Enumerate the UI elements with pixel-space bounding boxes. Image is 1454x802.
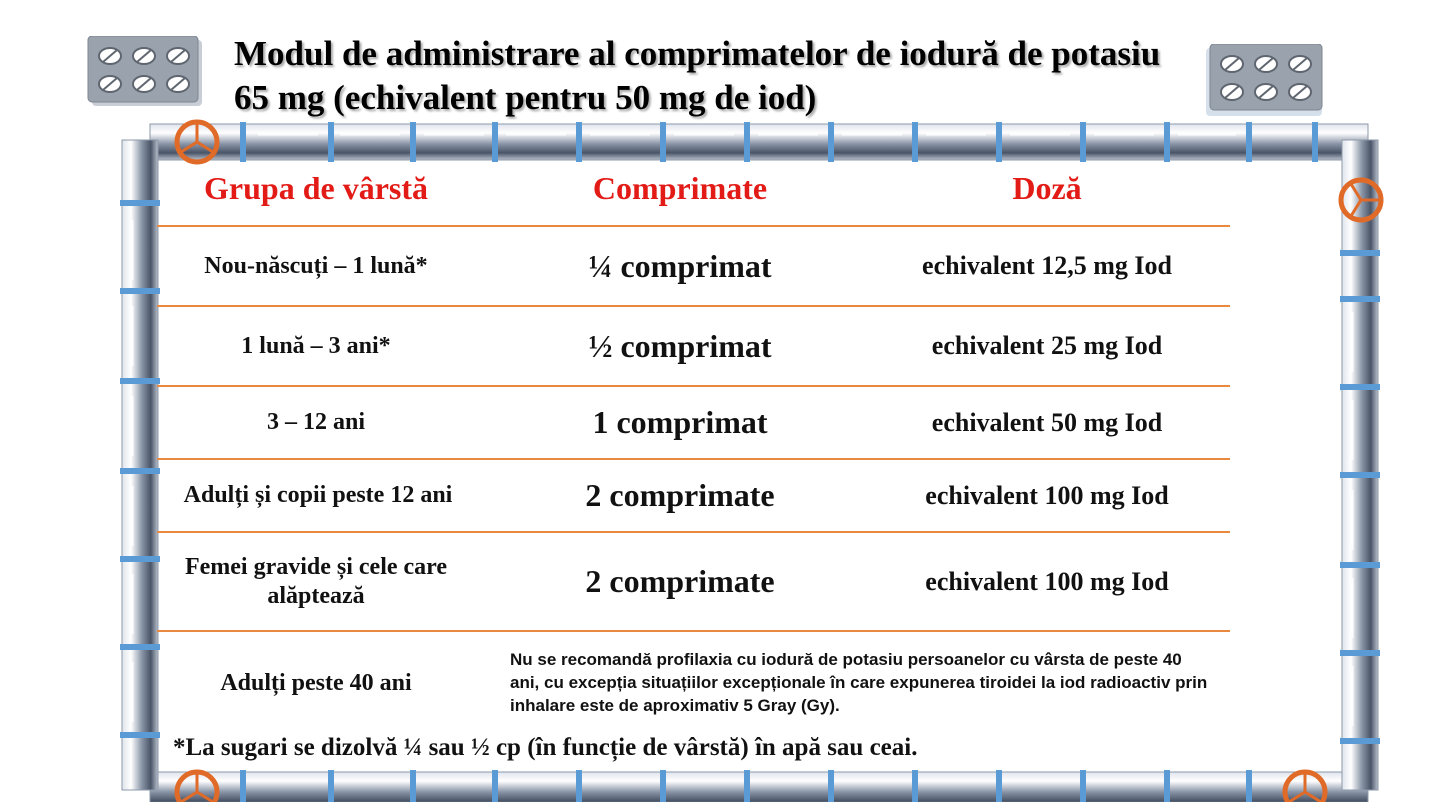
cell-tablets: ¼ comprimat <box>588 247 772 284</box>
cell-dose: echivalent 50 mg Iod <box>931 407 1163 437</box>
cell-age: 3 – 12 ani <box>266 409 365 436</box>
pill-blister-icon-left <box>86 36 206 108</box>
page-title: Modul de administrare al comprimatelor de iodură de potasiu 65 mg (echivalent pentru 50 mg de iod) <box>234 34 1161 117</box>
cell-tablets: ½ comprimat <box>588 327 772 364</box>
cell-age: Femei gravide și cele care alăptează <box>184 553 448 609</box>
cell-age: Adulți și copii peste 12 ani <box>183 482 453 509</box>
footnote: *La sugari se dizolvă ¼ sau ½ cp (în funcție de vârstă) în apă sau ceai. <box>173 734 918 761</box>
header-age-group: Grupa de vârstă <box>204 170 428 206</box>
cell-tablets: 1 comprimat <box>592 404 768 441</box>
cell-dose: echivalent 12,5 mg Iod <box>922 251 1172 281</box>
cell-tablets: 2 comprimate <box>585 477 775 514</box>
cell-dose: echivalent 25 mg Iod <box>931 331 1163 361</box>
cell-age: Adulți peste 40 ani <box>220 669 412 696</box>
row-divider <box>157 630 1230 632</box>
cell-age: Nou-născuți – 1 lună* <box>204 252 428 279</box>
cell-tablets: 2 comprimate <box>585 563 775 600</box>
cell-age: 1 lună – 3 ani* <box>241 332 391 359</box>
header-dose: Doză <box>1012 170 1082 206</box>
recommendation-note: Nu se recomandă profilaxia cu iodură de potasiu persoanelor cu vârsta de peste 40 ani, cu excepția situațiilor excepționale în care expunerea tiroidei la iod radioactiv prin inhalare este de aproximativ 5 Gray (Gy). <box>510 650 1208 715</box>
cell-dose: echivalent 100 mg Iod <box>925 566 1169 596</box>
header-tablets: Comprimate <box>592 170 768 206</box>
pill-blister-icon-right <box>1204 44 1326 118</box>
cell-dose: echivalent 100 mg Iod <box>925 480 1169 510</box>
